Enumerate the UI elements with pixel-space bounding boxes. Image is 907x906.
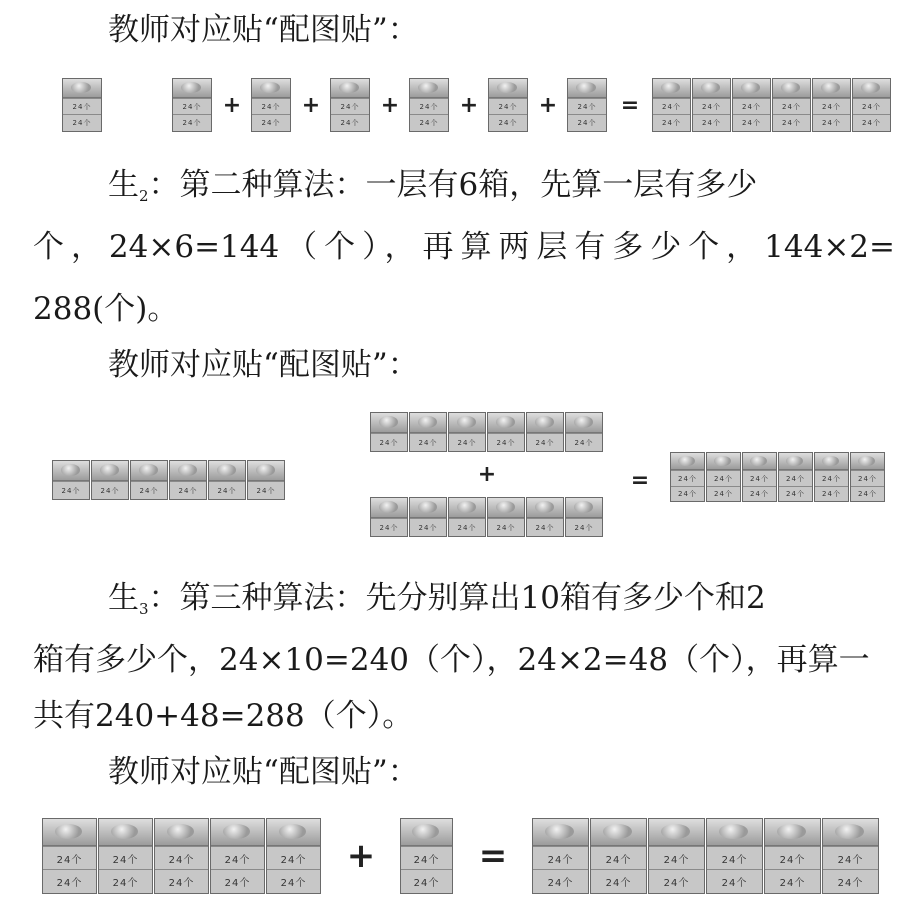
box-image <box>773 79 810 98</box>
box-label: 24个 <box>533 846 588 870</box>
box-picture <box>852 78 891 132</box>
box-label: 24个 <box>488 433 524 451</box>
box-label: 24个 <box>568 98 606 115</box>
box-label: 24个 <box>401 846 452 870</box>
method-2-line-2: 个，24×6=144（个），再算两层有多少个，144×2= <box>33 229 895 265</box>
box-image <box>401 819 452 846</box>
box-group <box>52 460 286 500</box>
box-label: 24个 <box>779 486 812 501</box>
box-picture <box>706 818 763 894</box>
box-image <box>527 498 563 518</box>
box-group <box>652 78 892 132</box>
box-picture <box>370 412 408 452</box>
box-picture <box>370 497 408 537</box>
box-picture <box>210 818 265 894</box>
box-label: 24个 <box>449 518 485 536</box>
box-label: 24个 <box>707 846 762 870</box>
box-picture <box>648 818 705 894</box>
box-label: 24个 <box>853 98 890 115</box>
box-picture <box>169 460 207 500</box>
box-picture <box>778 452 813 502</box>
box-image <box>653 79 690 98</box>
box-picture <box>42 818 97 894</box>
box-label: 24个 <box>155 869 208 893</box>
box-label: 24个 <box>773 98 810 115</box>
box-label: 24个 <box>653 98 690 115</box>
box-label: 24个 <box>671 470 704 485</box>
box-image <box>155 819 208 846</box>
teacher-caption-3: 教师对应贴“配图贴”： <box>108 754 419 790</box>
method-2-line-3: 288(个)。 <box>33 291 179 327</box>
box-label: 24个 <box>813 98 850 115</box>
box-label: 24个 <box>815 486 848 501</box>
box-picture <box>526 497 564 537</box>
box-picture <box>487 497 525 537</box>
box-image <box>267 819 320 846</box>
student-label: 生 <box>108 167 139 203</box>
box-image <box>489 79 527 98</box>
plus-sign: + <box>380 92 400 118</box>
box-image <box>63 79 101 98</box>
box-picture <box>706 452 741 502</box>
box-label: 24个 <box>209 481 245 499</box>
box-label: 24个 <box>63 98 101 115</box>
box-picture <box>732 78 771 132</box>
box-label: 24个 <box>63 114 101 131</box>
box-image <box>707 453 740 470</box>
box-image <box>410 79 448 98</box>
method-3-line-2: 箱有多少个，24×10=240（个），24×2=48（个），再算一 <box>33 642 870 678</box>
equals-sign: = <box>478 836 508 876</box>
box-picture <box>409 412 447 452</box>
box-image <box>851 453 884 470</box>
box-group <box>670 452 886 502</box>
box-image <box>533 819 588 846</box>
plus-sign: + <box>301 92 321 118</box>
box-label: 24个 <box>823 846 878 870</box>
box-label: 24个 <box>591 846 646 870</box>
box-label: 24个 <box>649 869 704 893</box>
box-label: 24个 <box>53 481 89 499</box>
box-label: 24个 <box>773 114 810 131</box>
box-picture <box>91 460 129 500</box>
box-label: 24个 <box>173 98 211 115</box>
box-group <box>42 818 322 894</box>
box-picture <box>565 497 603 537</box>
box-picture <box>652 78 691 132</box>
box-label: 24个 <box>170 481 206 499</box>
box-image <box>53 461 89 481</box>
box-label: 24个 <box>527 433 563 451</box>
box-label: 24个 <box>851 470 884 485</box>
box-picture <box>742 452 777 502</box>
box-picture <box>98 818 153 894</box>
box-label: 24个 <box>489 98 527 115</box>
method-2-line-1 <box>108 165 757 216</box>
box-picture <box>251 78 291 132</box>
box-label: 24个 <box>707 869 762 893</box>
box-picture <box>247 460 285 500</box>
box-label: 24个 <box>707 486 740 501</box>
box-image <box>823 819 878 846</box>
box-picture <box>526 412 564 452</box>
teacher-caption-2: 教师对应贴“配图贴”： <box>108 347 419 383</box>
box-picture <box>400 818 453 894</box>
box-label: 24个 <box>252 98 290 115</box>
box-image <box>170 461 206 481</box>
box-image <box>566 498 602 518</box>
box-label: 24个 <box>410 98 448 115</box>
box-image <box>566 413 602 433</box>
box-label: 24个 <box>92 481 128 499</box>
box-label: 24个 <box>851 486 884 501</box>
box-image <box>488 413 524 433</box>
box-label: 24个 <box>155 846 208 870</box>
box-label: 24个 <box>410 433 446 451</box>
student-label: 生 <box>108 580 139 616</box>
box-image <box>173 79 211 98</box>
box-label: 24个 <box>733 114 770 131</box>
box-label: 24个 <box>410 518 446 536</box>
equals-sign: = <box>630 468 650 493</box>
box-label: 24个 <box>765 846 820 870</box>
box-image <box>248 461 284 481</box>
box-label: 24个 <box>591 869 646 893</box>
box-picture <box>692 78 731 132</box>
box-picture <box>208 460 246 500</box>
plus-sign: + <box>222 92 242 118</box>
box-image <box>211 819 264 846</box>
box-label: 24个 <box>252 114 290 131</box>
student-number: 2 <box>139 187 149 205</box>
box-label: 24个 <box>131 481 167 499</box>
box-image <box>410 413 446 433</box>
box-label: 24个 <box>173 114 211 131</box>
box-picture <box>488 78 528 132</box>
box-label: 24个 <box>566 518 602 536</box>
box-image <box>733 79 770 98</box>
box-image <box>853 79 890 98</box>
box-picture <box>567 78 607 132</box>
box-label: 24个 <box>765 869 820 893</box>
box-picture <box>772 78 811 132</box>
box-image <box>449 498 485 518</box>
box-image <box>813 79 850 98</box>
box-label: 24个 <box>815 470 848 485</box>
box-label: 24个 <box>693 98 730 115</box>
box-label: 24个 <box>743 470 776 485</box>
box-image <box>99 819 152 846</box>
box-label: 24个 <box>449 433 485 451</box>
box-picture <box>130 460 168 500</box>
box-label: 24个 <box>331 114 369 131</box>
box-label: 24个 <box>533 869 588 893</box>
box-label: 24个 <box>331 98 369 115</box>
box-picture <box>764 818 821 894</box>
box-label: 24个 <box>489 114 527 131</box>
plus-sign: + <box>459 92 479 118</box>
box-label: 24个 <box>410 114 448 131</box>
box-picture <box>487 412 525 452</box>
box-image <box>131 461 167 481</box>
box-image <box>331 79 369 98</box>
box-group <box>370 412 604 452</box>
box-image <box>693 79 730 98</box>
box-picture <box>172 78 212 132</box>
box-label: 24个 <box>371 433 407 451</box>
box-label: 24个 <box>566 433 602 451</box>
box-image <box>671 453 704 470</box>
box-label: 24个 <box>733 98 770 115</box>
box-picture <box>62 78 102 132</box>
box-label: 24个 <box>43 869 96 893</box>
box-label: 24个 <box>649 846 704 870</box>
box-picture <box>850 452 885 502</box>
box-picture <box>448 412 486 452</box>
plus-sign: + <box>346 836 376 876</box>
box-label: 24个 <box>671 486 704 501</box>
box-image <box>765 819 820 846</box>
box-image <box>743 453 776 470</box>
student-number: 3 <box>139 600 149 618</box>
box-image <box>568 79 606 98</box>
box-label: 24个 <box>371 518 407 536</box>
box-picture <box>822 818 879 894</box>
box-image <box>815 453 848 470</box>
box-label: 24个 <box>527 518 563 536</box>
box-label: 24个 <box>707 470 740 485</box>
method-3-line-3: 共有240+48=288（个）。 <box>33 698 414 734</box>
box-image <box>449 413 485 433</box>
box-image <box>252 79 290 98</box>
box-picture <box>814 452 849 502</box>
box-label: 24个 <box>568 114 606 131</box>
box-group <box>532 818 880 894</box>
box-label: 24个 <box>211 869 264 893</box>
box-label: 24个 <box>267 869 320 893</box>
plus-sign: + <box>538 92 558 118</box>
box-image <box>410 498 446 518</box>
box-label: 24个 <box>43 846 96 870</box>
box-image <box>649 819 704 846</box>
method-3-text: ：第三种算法：先分别算出10箱有多少个和2 <box>148 580 766 616</box>
box-image <box>488 498 524 518</box>
box-image <box>371 413 407 433</box>
box-image <box>92 461 128 481</box>
box-image <box>527 413 563 433</box>
box-picture <box>154 818 209 894</box>
box-picture <box>409 78 449 132</box>
box-label: 24个 <box>488 518 524 536</box>
box-label: 24个 <box>99 846 152 870</box>
box-label: 24个 <box>248 481 284 499</box>
box-group <box>370 497 604 537</box>
equals-sign: = <box>620 92 640 118</box>
box-label: 24个 <box>743 486 776 501</box>
teacher-caption-1: 教师对应贴“配图贴”： <box>108 12 419 48</box>
box-picture <box>330 78 370 132</box>
box-image <box>779 453 812 470</box>
box-picture <box>448 497 486 537</box>
box-picture <box>565 412 603 452</box>
box-image <box>371 498 407 518</box>
box-picture <box>670 452 705 502</box>
plus-sign: + <box>477 462 497 487</box>
box-label: 24个 <box>267 846 320 870</box>
box-label: 24个 <box>401 869 452 893</box>
box-label: 24个 <box>653 114 690 131</box>
box-picture <box>409 497 447 537</box>
box-picture <box>52 460 90 500</box>
box-image <box>43 819 96 846</box>
box-image <box>707 819 762 846</box>
box-label: 24个 <box>693 114 730 131</box>
method-3-line-1 <box>108 578 766 629</box>
box-picture <box>812 78 851 132</box>
box-label: 24个 <box>823 869 878 893</box>
box-label: 24个 <box>813 114 850 131</box>
box-picture <box>532 818 589 894</box>
box-image <box>591 819 646 846</box>
box-label: 24个 <box>211 846 264 870</box>
box-label: 24个 <box>99 869 152 893</box>
box-label: 24个 <box>779 470 812 485</box>
box-label: 24个 <box>853 114 890 131</box>
box-image <box>209 461 245 481</box>
box-picture <box>590 818 647 894</box>
box-picture <box>266 818 321 894</box>
method-2-text: ：第二种算法：一层有6箱，先算一层有多少 <box>148 167 758 203</box>
